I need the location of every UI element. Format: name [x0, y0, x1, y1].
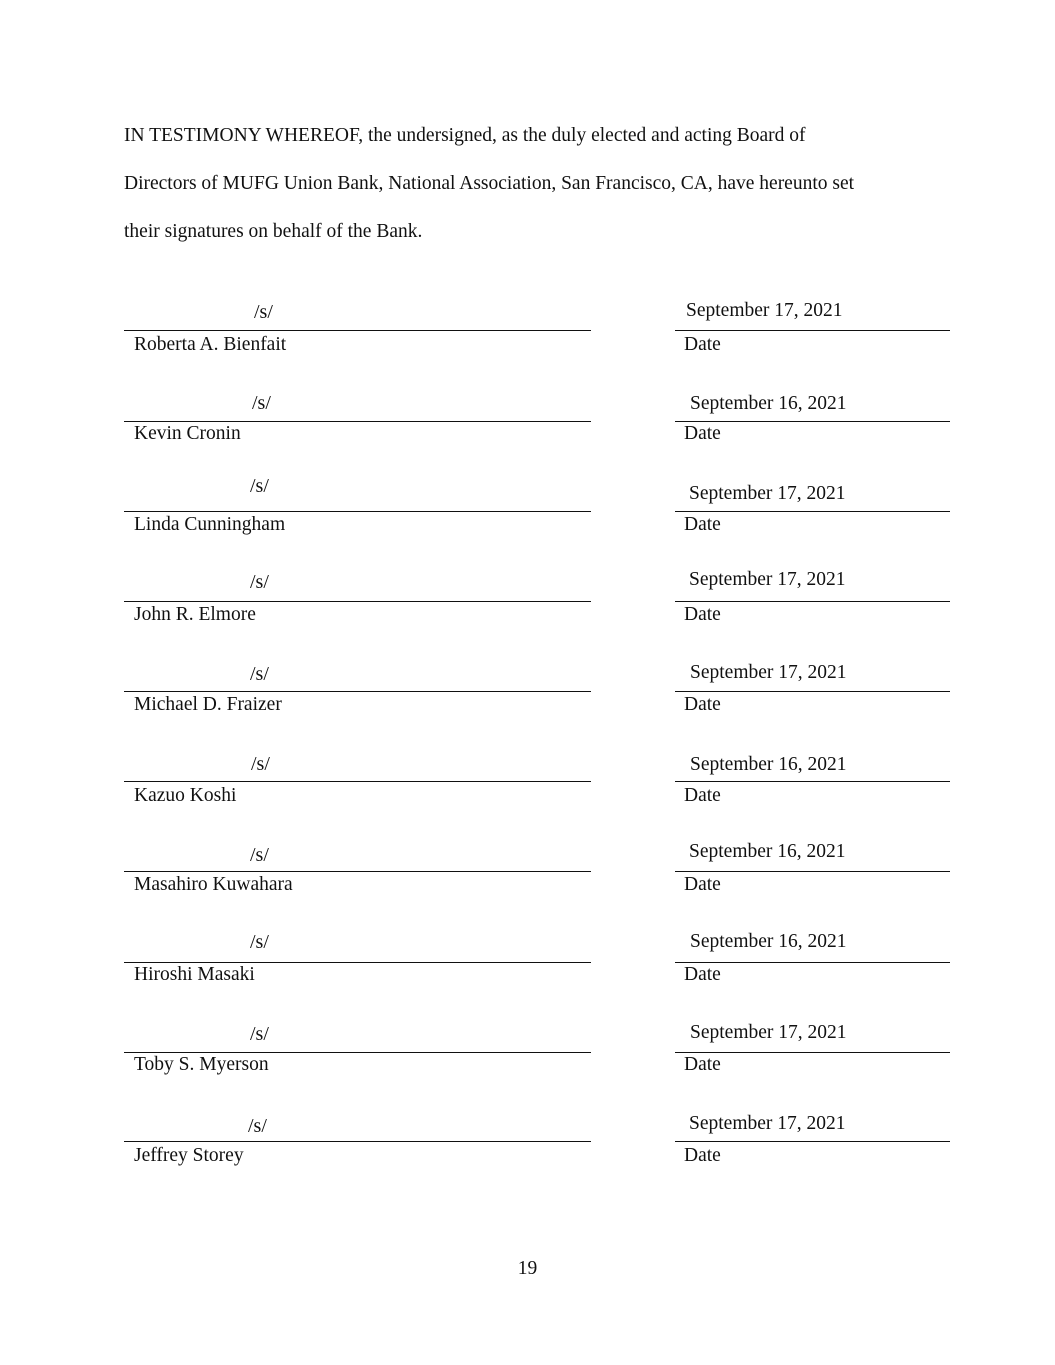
testimony-paragraph: [124, 112, 954, 256]
date-label: Date: [684, 1054, 721, 1075]
signature-line: [124, 781, 591, 782]
signature-mark: /s/: [254, 301, 273, 323]
signature-date: September 17, 2021: [689, 1113, 846, 1134]
signature-date: September 16, 2021: [690, 754, 847, 775]
signature-mark: /s/: [250, 663, 269, 685]
signer-name: Linda Cunningham: [134, 514, 286, 535]
signature-date: September 16, 2021: [690, 931, 847, 952]
signature-line: [124, 1052, 591, 1053]
signer-name: Hiroshi Masaki: [134, 964, 255, 985]
signature-line: [124, 330, 591, 331]
signature-line: [124, 511, 591, 512]
signer-name: Toby S. Myerson: [134, 1054, 269, 1075]
signature-date: September 16, 2021: [689, 841, 846, 862]
signature-mark: /s/: [252, 392, 271, 414]
date-line: [675, 330, 950, 331]
signature-line: [124, 1141, 591, 1142]
testimony-line-2: Directors of MUFG Union Bank, National Association, San Francisco, CA, have hereunto set: [124, 173, 855, 194]
date-line: [675, 691, 950, 692]
date-label: Date: [684, 694, 721, 715]
date-line: [675, 781, 950, 782]
signer-name: Kevin Cronin: [134, 423, 241, 444]
date-label: Date: [684, 1145, 721, 1166]
date-label: Date: [684, 785, 721, 806]
signature-line: [124, 691, 591, 692]
date-line: [675, 511, 950, 512]
signature-mark: /s/: [250, 844, 269, 866]
signature-mark: /s/: [250, 571, 269, 593]
date-line: [675, 1141, 950, 1142]
page-number: 19: [517, 1258, 538, 1279]
date-label: Date: [684, 514, 721, 535]
signature-mark: /s/: [248, 1115, 267, 1137]
signature-date: September 16, 2021: [690, 393, 847, 414]
signer-name: Michael D. Fraizer: [134, 694, 282, 715]
date-label: Date: [684, 423, 721, 444]
date-line: [675, 421, 950, 422]
date-label: Date: [684, 334, 721, 355]
signer-name: Roberta A. Bienfait: [134, 334, 287, 355]
signature-line: [124, 871, 591, 872]
date-line: [675, 871, 950, 872]
signature-mark: /s/: [250, 1023, 269, 1045]
date-label: Date: [684, 874, 721, 895]
signature-line: [124, 421, 591, 422]
date-label: Date: [684, 964, 721, 985]
testimony-line-1: IN TESTIMONY WHEREOF, the undersigned, as the duly elected and acting Board of: [124, 125, 806, 146]
signer-name: Kazuo Koshi: [134, 785, 237, 806]
date-line: [675, 601, 950, 602]
signature-date: September 17, 2021: [689, 483, 846, 504]
signature-mark: /s/: [250, 931, 269, 953]
signature-date: September 17, 2021: [686, 300, 843, 321]
testimony-line-3: their signatures on behalf of the Bank.: [124, 221, 423, 242]
signer-name: John R. Elmore: [134, 604, 256, 625]
signature-mark: /s/: [251, 753, 270, 775]
signature-date: September 17, 2021: [690, 662, 847, 683]
signature-date: September 17, 2021: [689, 569, 846, 590]
signature-date: September 17, 2021: [690, 1022, 847, 1043]
date-line: [675, 1052, 950, 1053]
signature-mark: /s/: [250, 475, 269, 497]
date-label: Date: [684, 604, 721, 625]
signer-name: Jeffrey Storey: [134, 1145, 244, 1166]
signer-name: Masahiro Kuwahara: [134, 874, 293, 895]
signature-line: [124, 962, 591, 963]
signature-line: [124, 601, 591, 602]
date-line: [675, 962, 950, 963]
